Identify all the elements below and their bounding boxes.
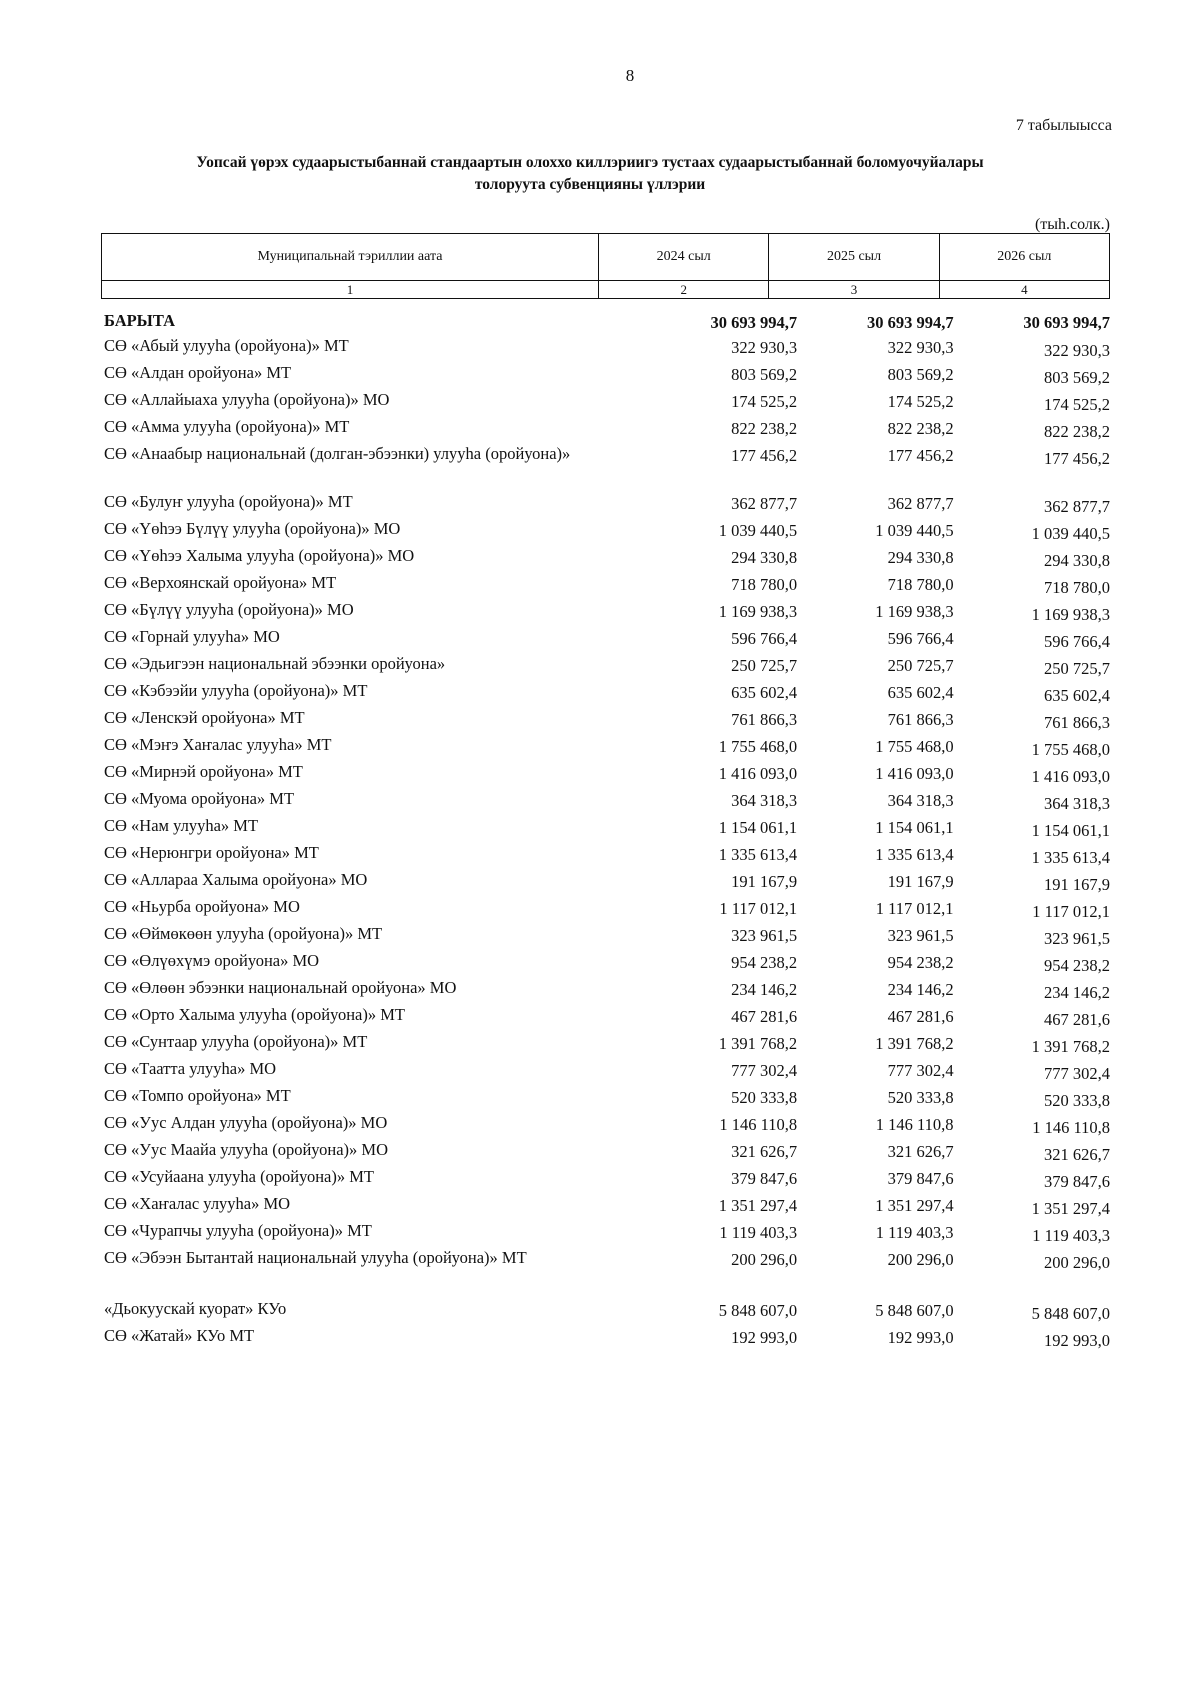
total-label: БАРЫТА	[104, 311, 175, 330]
row-value-2026: 954 238,2	[1043, 955, 1110, 975]
row-value-2025: 520 333,8	[887, 1087, 954, 1107]
document-title	[90, 152, 1090, 196]
row-value-2025: 1 335 613,4	[875, 844, 954, 864]
row-value-2026: 1 391 768,2	[1031, 1036, 1110, 1056]
row-value-2025: 1 391 768,2	[875, 1033, 954, 1053]
row-value-2025: 467 281,6	[887, 1006, 954, 1026]
row-name: «Дьокуускай куорат» КУо	[104, 1298, 287, 1318]
row-value-2026: 761 866,3	[1043, 712, 1110, 732]
row-name: СӨ «Өлөөн эбээнки национальнай оройуона» МО	[104, 977, 457, 997]
table-row	[104, 977, 1110, 1004]
row-name: СӨ «Өймөкөөн улууһа (оройуона)» МТ	[104, 923, 383, 943]
table-row	[104, 761, 1110, 788]
row-value-2026: 174 525,2	[1043, 394, 1110, 414]
row-value-2024: 362 877,7	[731, 493, 798, 513]
table-row	[104, 1193, 1110, 1220]
row-name: СӨ «Уус Алдан улууһа (оройуона)» МО	[104, 1112, 388, 1132]
row-value-2024: 5 848 607,0	[718, 1300, 798, 1320]
table-row	[104, 335, 1110, 362]
row-name: СӨ «Алдан оройуона» МТ	[104, 362, 292, 382]
row-name: СӨ «Мирнэй оройуона» МТ	[104, 761, 303, 781]
row-value-2024: 234 146,2	[731, 979, 798, 999]
row-value-2025: 200 296,0	[887, 1249, 954, 1269]
row-value-2025: 322 930,3	[887, 337, 954, 357]
row-value-2026: 5 848 607,0	[1031, 1303, 1110, 1323]
row-value-2024: 1 117 012,1	[719, 898, 798, 918]
row-value-2025: 323 961,5	[887, 925, 954, 945]
table-row	[104, 1058, 1110, 1085]
row-name: СӨ «Жатай» КУо МТ	[104, 1325, 255, 1345]
row-value-2025: 1 154 061,1	[875, 817, 954, 837]
row-name: СӨ «Нам улууһа» МТ	[104, 815, 259, 835]
table-row	[104, 599, 1110, 626]
row-value-2025: 718 780,0	[887, 574, 954, 594]
row-value-2024: 294 330,8	[731, 547, 798, 567]
row-value-2024: 718 780,0	[731, 574, 798, 594]
row-name: СӨ «Кэбээйи улууһа (оройуона)» МТ	[104, 680, 368, 700]
row-name: СӨ «Усуйаана улууһа (оройуона)» МТ	[104, 1166, 375, 1186]
row-name: СӨ «Ленскэй оройуона» МТ	[104, 707, 305, 727]
row-value-2024: 250 725,7	[731, 655, 798, 675]
row-value-2025: 234 146,2	[887, 979, 954, 999]
row-name: СӨ «Верхоянскай оройуона» МТ	[104, 572, 337, 592]
row-value-2026: 1 416 093,0	[1031, 766, 1110, 786]
row-value-2025: 1 146 110,8	[875, 1114, 954, 1134]
row-value-2024: 1 351 297,4	[718, 1195, 798, 1215]
row-name: СӨ «Бүлүү улууһа (оройуона)» МО	[104, 599, 354, 619]
row-value-2026: 294 330,8	[1043, 550, 1110, 570]
row-value-2026: 1 169 938,3	[1031, 604, 1110, 624]
row-value-2026: 1 039 440,5	[1031, 523, 1110, 543]
row-name: СӨ «Хаҥалас улууһа» МО	[104, 1193, 291, 1213]
row-value-2025: 294 330,8	[887, 547, 954, 567]
table-label: 7 табылыысса	[1015, 117, 1112, 134]
table-row	[104, 869, 1110, 896]
table-row	[104, 1325, 1110, 1352]
table-row	[104, 707, 1110, 734]
row-value-2025: 321 626,7	[887, 1141, 954, 1161]
row-value-2024: 1 335 613,4	[718, 844, 798, 864]
row-name: СӨ «Таатта улууһа» МО	[104, 1058, 277, 1078]
row-name: СӨ «Эдьигээн национальнай эбээнки оройуона»	[104, 653, 446, 673]
total-2025: 30 693 994,7	[866, 313, 954, 332]
table-row	[104, 923, 1110, 950]
row-value-2026: 1 154 061,1	[1031, 820, 1110, 840]
row-value-2024: 364 318,3	[731, 790, 798, 810]
row-name: СӨ «Томпо оройуона» МТ	[104, 1085, 291, 1105]
row-value-2024: 174 525,2	[731, 391, 798, 411]
row-value-2024: 192 993,0	[731, 1327, 798, 1347]
row-name: СӨ «Аллараа Халыма оройуона» МО	[104, 869, 368, 889]
row-value-2025: 1 755 468,0	[875, 736, 954, 756]
row-value-2026: 1 146 110,8	[1032, 1117, 1110, 1137]
row-value-2026: 192 993,0	[1043, 1330, 1110, 1350]
row-name: СӨ «Горнай улууһа» МО	[104, 626, 280, 646]
row-value-2024: 1 154 061,1	[718, 817, 798, 837]
table-row	[104, 1031, 1110, 1058]
row-list	[104, 335, 1110, 1352]
row-value-2024: 1 146 110,8	[719, 1114, 798, 1134]
title-line-2: толоруута субвенцияны үллэрии	[474, 176, 706, 193]
table-row	[104, 842, 1110, 869]
row-name: СӨ «Муома оройуона» МТ	[104, 788, 295, 808]
row-value-2025: 362 877,7	[887, 493, 954, 513]
row-value-2024: 1 391 768,2	[718, 1033, 798, 1053]
header-num-2: 2	[599, 281, 769, 299]
row-value-2025: 822 238,2	[887, 418, 954, 438]
table-row	[104, 626, 1110, 653]
row-value-2026: 379 847,6	[1043, 1171, 1110, 1191]
total-2026: 30 693 994,7	[1023, 313, 1110, 332]
row-value-2026: 200 296,0	[1043, 1252, 1110, 1272]
table-header	[101, 233, 1110, 299]
row-value-2024: 777 302,4	[731, 1060, 798, 1080]
table-row	[104, 1247, 1110, 1274]
table-row	[104, 416, 1110, 443]
row-value-2025: 177 456,2	[887, 445, 954, 465]
table-row	[104, 491, 1110, 518]
row-value-2026: 250 725,7	[1043, 658, 1110, 678]
row-value-2024: 177 456,2	[731, 445, 798, 465]
row-value-2026: 467 281,6	[1043, 1009, 1110, 1029]
table-row	[104, 950, 1110, 977]
table-row	[104, 680, 1110, 707]
row-value-2026: 191 167,9	[1043, 874, 1110, 894]
row-value-2026: 635 602,4	[1043, 685, 1110, 705]
row-value-2025: 1 169 938,3	[875, 601, 954, 621]
row-value-2024: 467 281,6	[731, 1006, 798, 1026]
table-row	[104, 362, 1110, 389]
header-col-2026: 2026 сыл	[939, 234, 1109, 281]
row-name: СӨ «Булуҥ улууһа (оройуона)» МТ	[104, 491, 353, 511]
row-value-2026: 822 238,2	[1043, 421, 1110, 441]
row-value-2026: 1 755 468,0	[1031, 739, 1110, 759]
header-col-name: Муниципальнай тэриллии аата	[102, 234, 599, 281]
row-name: СӨ «Эбээн Бытантай национальнай улууһа (оройуона)» МТ	[104, 1247, 527, 1267]
row-value-2026: 718 780,0	[1043, 577, 1110, 597]
row-name: СӨ «Чурапчы улууһа (оройуона)» МТ	[104, 1220, 372, 1240]
page-number: 8	[625, 66, 635, 85]
row-value-2026: 803 569,2	[1043, 367, 1110, 387]
table-row	[104, 518, 1110, 545]
row-value-2025: 803 569,2	[887, 364, 954, 384]
row-value-2026: 1 119 403,3	[1032, 1225, 1110, 1245]
row-value-2025: 1 416 093,0	[875, 763, 954, 783]
row-value-2025: 1 119 403,3	[875, 1222, 954, 1242]
header-num-1: 1	[102, 281, 599, 299]
row-name: СӨ «Сунтаар улууһа (оройуона)» МТ	[104, 1031, 368, 1051]
row-value-2026: 234 146,2	[1043, 982, 1110, 1002]
row-value-2025: 191 167,9	[887, 871, 954, 891]
row-name: СӨ «Аллайыаха улууһа (оройуона)» МО	[104, 389, 390, 409]
table-row	[104, 443, 1110, 491]
table-row	[104, 389, 1110, 416]
table-row	[104, 1085, 1110, 1112]
row-value-2025: 1 039 440,5	[875, 520, 954, 540]
row-value-2024: 379 847,6	[731, 1168, 798, 1188]
row-value-2024: 1 755 468,0	[718, 736, 798, 756]
row-value-2026: 1 351 297,4	[1031, 1198, 1110, 1218]
row-value-2024: 596 766,4	[731, 628, 798, 648]
row-value-2026: 322 930,3	[1043, 340, 1110, 360]
row-value-2024: 321 626,7	[731, 1141, 798, 1161]
row-value-2025: 954 238,2	[887, 952, 954, 972]
table-row	[104, 1004, 1110, 1031]
row-value-2026: 177 456,2	[1043, 448, 1110, 468]
row-name: СӨ «Үөһээ Халыма улууһа (оройуона)» МО	[104, 545, 415, 565]
row-name: СӨ «Өлүөхүмэ оройуона» МО	[104, 950, 320, 970]
table-row	[104, 545, 1110, 572]
row-value-2026: 362 877,7	[1043, 496, 1110, 516]
row-value-2025: 1 351 297,4	[875, 1195, 954, 1215]
row-name: СӨ «Анаабыр национальнай (долган-эбээнки) улууһа (оройуона)»	[104, 443, 571, 463]
row-value-2024: 323 961,5	[731, 925, 798, 945]
row-name: СӨ «Мэҥэ Хаҥалас улууһа» МТ	[104, 734, 332, 754]
row-value-2025: 250 725,7	[887, 655, 954, 675]
row-name: СӨ «Абый улууһа (оройуона)» МТ	[104, 335, 349, 355]
total-row	[104, 310, 1110, 335]
table-row	[104, 1166, 1110, 1193]
row-value-2024: 1 039 440,5	[718, 520, 798, 540]
row-value-2025: 777 302,4	[887, 1060, 954, 1080]
table-row	[104, 653, 1110, 680]
row-name: СӨ «Амма улууһа (оройуона)» МТ	[104, 416, 350, 436]
unit-label: (тыһ.солк.)	[1034, 216, 1110, 233]
table-body	[104, 310, 1110, 1352]
row-value-2024: 322 930,3	[731, 337, 798, 357]
row-value-2026: 321 626,7	[1043, 1144, 1110, 1164]
table-row	[104, 572, 1110, 599]
table-row	[104, 896, 1110, 923]
row-value-2025: 379 847,6	[887, 1168, 954, 1188]
row-value-2024: 1 416 093,0	[718, 763, 798, 783]
header-num-4: 4	[939, 281, 1109, 299]
row-value-2025: 761 866,3	[887, 709, 954, 729]
row-value-2024: 191 167,9	[731, 871, 798, 891]
row-value-2024: 1 119 403,3	[719, 1222, 798, 1242]
row-value-2026: 596 766,4	[1043, 631, 1110, 651]
table-row	[104, 1139, 1110, 1166]
row-name: СӨ «Орто Халыма улууһа (оройуона)» МТ	[104, 1004, 405, 1024]
row-value-2024: 954 238,2	[731, 952, 798, 972]
row-value-2024: 635 602,4	[731, 682, 798, 702]
header-num-3: 3	[769, 281, 939, 299]
row-value-2024: 200 296,0	[731, 1249, 798, 1269]
row-value-2025: 192 993,0	[887, 1327, 954, 1347]
row-value-2026: 364 318,3	[1043, 793, 1110, 813]
row-value-2024: 803 569,2	[731, 364, 798, 384]
row-name: СӨ «Уус Маайа улууһа (оройуона)» МО	[104, 1139, 389, 1159]
row-value-2026: 1 117 012,1	[1032, 901, 1110, 921]
header-col-2024: 2024 сыл	[599, 234, 769, 281]
total-2024: 30 693 994,7	[710, 313, 798, 332]
table-row	[104, 1220, 1110, 1247]
row-name: СӨ «Үөһээ Бүлүү улууһа (оройуона)» МО	[104, 518, 401, 538]
row-value-2024: 761 866,3	[731, 709, 798, 729]
table-row	[104, 788, 1110, 815]
row-value-2026: 777 302,4	[1043, 1063, 1110, 1083]
title-line-1: Уопсай үөрэх судаарыстыбаннай стандаартын олоххо киллэриигэ тустаах судаарыстыбаннай боломуочуйалары	[196, 154, 984, 171]
table-row	[104, 1298, 1110, 1325]
row-name: СӨ «Ньурба оройуона» МО	[104, 896, 300, 916]
row-value-2025: 5 848 607,0	[875, 1300, 954, 1320]
row-value-2026: 323 961,5	[1043, 928, 1110, 948]
table-row	[104, 815, 1110, 842]
row-value-2025: 174 525,2	[887, 391, 954, 411]
row-value-2024: 822 238,2	[731, 418, 798, 438]
row-value-2026: 1 335 613,4	[1031, 847, 1110, 867]
row-value-2025: 596 766,4	[887, 628, 954, 648]
table-row	[104, 1112, 1110, 1139]
header-col-2025: 2025 сыл	[769, 234, 939, 281]
row-value-2025: 364 318,3	[887, 790, 954, 810]
row-value-2024: 1 169 938,3	[718, 601, 798, 621]
row-value-2024: 520 333,8	[731, 1087, 798, 1107]
row-value-2025: 635 602,4	[887, 682, 954, 702]
row-value-2026: 520 333,8	[1043, 1090, 1110, 1110]
row-name: СӨ «Нерюнгри оройуона» МТ	[104, 842, 319, 862]
table-row	[104, 734, 1110, 761]
row-value-2025: 1 117 012,1	[875, 898, 954, 918]
